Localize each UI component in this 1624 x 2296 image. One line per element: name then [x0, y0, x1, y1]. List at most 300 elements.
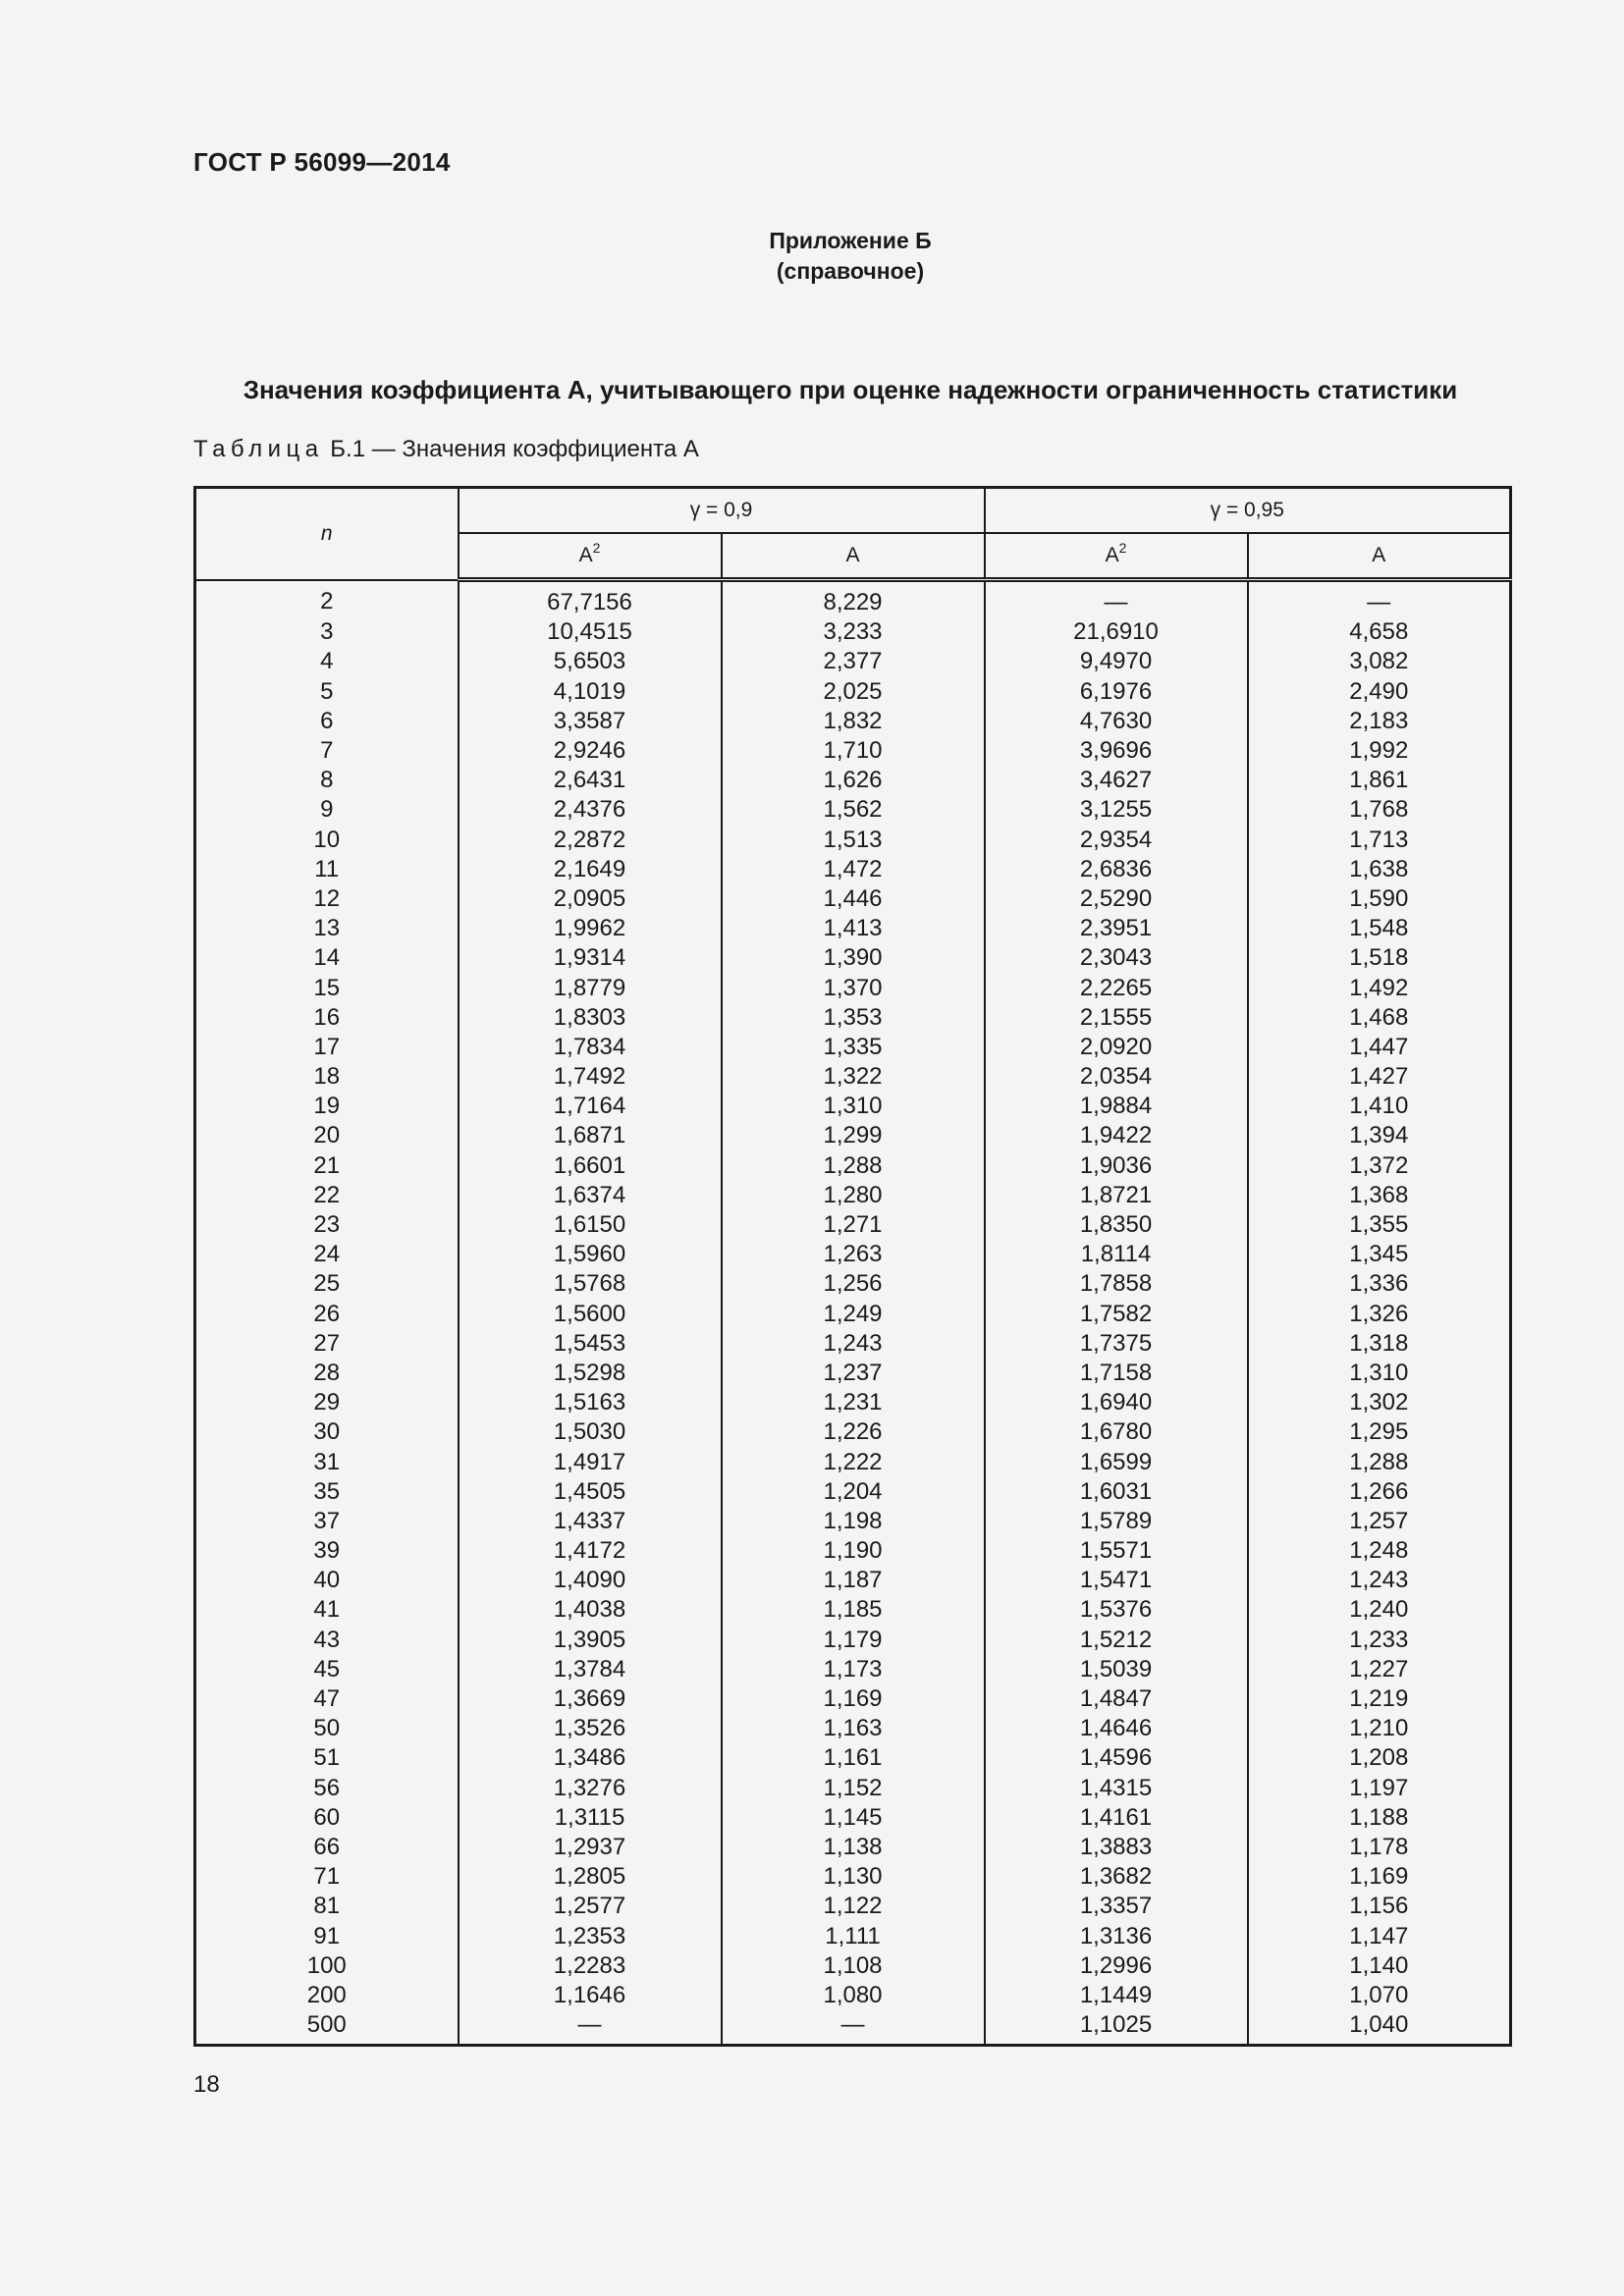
cell-a2-gamma-0-9: 2,0905: [459, 884, 722, 914]
cell-a2-gamma-0-9: 2,1649: [459, 855, 722, 884]
cell-a2-gamma-0-9: 1,7164: [459, 1092, 722, 1121]
cell-a2-gamma-0-9: 1,3486: [459, 1743, 722, 1773]
cell-a-gamma-0-95: 1,233: [1248, 1626, 1511, 1655]
header-n: n: [195, 488, 459, 580]
cell-n: 40: [195, 1566, 459, 1595]
cell-n: 47: [195, 1684, 459, 1714]
cell-a2-gamma-0-9: 1,4505: [459, 1477, 722, 1507]
cell-a2-gamma-0-95: 1,4646: [985, 1714, 1248, 1743]
cell-a-gamma-0-9: 1,832: [722, 707, 985, 736]
cell-n: 27: [195, 1329, 459, 1359]
table-row: [195, 2010, 1511, 2046]
cell-a-gamma-0-95: 1,266: [1248, 1477, 1511, 1507]
table-row: [195, 1447, 1511, 1476]
table-row: [195, 1417, 1511, 1447]
cell-n: 21: [195, 1151, 459, 1181]
cell-n: 66: [195, 1833, 459, 1862]
cell-n: 37: [195, 1507, 459, 1536]
table-row: [195, 1121, 1511, 1150]
header-a-1: A: [722, 533, 985, 580]
cell-a-gamma-0-95: 1,410: [1248, 1092, 1511, 1121]
cell-n: 45: [195, 1655, 459, 1684]
cell-a-gamma-0-9: 1,562: [722, 795, 985, 825]
cell-a-gamma-0-95: 1,169: [1248, 1862, 1511, 1892]
cell-a2-gamma-0-95: 1,6780: [985, 1417, 1248, 1447]
table-caption-text: Б.1 — Значения коэффициента А: [330, 436, 699, 462]
cell-a2-gamma-0-9: 1,5030: [459, 1417, 722, 1447]
cell-a-gamma-0-9: 1,249: [722, 1300, 985, 1329]
cell-n: 11: [195, 855, 459, 884]
table-row: [195, 1862, 1511, 1892]
cell-n: 17: [195, 1033, 459, 1062]
cell-n: 26: [195, 1300, 459, 1329]
cell-a2-gamma-0-95: 1,6940: [985, 1388, 1248, 1417]
cell-n: 6: [195, 707, 459, 736]
cell-a-gamma-0-95: 1,548: [1248, 914, 1511, 943]
cell-a-gamma-0-95: 1,492: [1248, 973, 1511, 1002]
cell-a-gamma-0-95: 1,992: [1248, 736, 1511, 766]
cell-a-gamma-0-95: 1,355: [1248, 1210, 1511, 1240]
cell-n: 22: [195, 1181, 459, 1210]
cell-a2-gamma-0-95: 1,6031: [985, 1477, 1248, 1507]
cell-a2-gamma-0-95: 1,5039: [985, 1655, 1248, 1684]
cell-a2-gamma-0-95: 1,4315: [985, 1774, 1248, 1803]
table-row: [195, 973, 1511, 1002]
cell-a2-gamma-0-9: 1,6601: [459, 1151, 722, 1181]
cell-n: 23: [195, 1210, 459, 1240]
table-row: [195, 1003, 1511, 1033]
cell-a2-gamma-0-95: 1,4161: [985, 1803, 1248, 1833]
cell-a-gamma-0-9: 1,173: [722, 1655, 985, 1684]
cell-a2-gamma-0-9: 1,5163: [459, 1388, 722, 1417]
cell-a-gamma-0-95: 1,140: [1248, 1951, 1511, 1981]
cell-a2-gamma-0-95: 1,5376: [985, 1595, 1248, 1625]
cell-a-gamma-0-95: 1,590: [1248, 884, 1511, 914]
cell-a2-gamma-0-9: 1,4038: [459, 1595, 722, 1625]
table-row: [195, 826, 1511, 855]
cell-a-gamma-0-95: 1,861: [1248, 766, 1511, 795]
cell-a-gamma-0-9: 1,080: [722, 1981, 985, 2010]
table-row: [195, 1626, 1511, 1655]
cell-n: 41: [195, 1595, 459, 1625]
cell-a2-gamma-0-9: 1,6374: [459, 1181, 722, 1210]
cell-a-gamma-0-9: 1,145: [722, 1803, 985, 1833]
cell-a2-gamma-0-95: 6,1976: [985, 677, 1248, 707]
table-row: [195, 1062, 1511, 1092]
table-row: [195, 1833, 1511, 1862]
table-row: [195, 1981, 1511, 2010]
table-row: [195, 617, 1511, 647]
table-row: [195, 677, 1511, 707]
cell-a-gamma-0-9: 1,226: [722, 1417, 985, 1447]
cell-a2-gamma-0-95: 1,1025: [985, 2010, 1248, 2046]
cell-n: 3: [195, 617, 459, 647]
cell-a-gamma-0-95: 1,257: [1248, 1507, 1511, 1536]
cell-a2-gamma-0-95: 2,0354: [985, 1062, 1248, 1092]
cell-a2-gamma-0-9: 1,6871: [459, 1121, 722, 1150]
cell-a-gamma-0-9: 1,256: [722, 1269, 985, 1299]
cell-a2-gamma-0-9: 1,3276: [459, 1774, 722, 1803]
cell-n: 50: [195, 1714, 459, 1743]
cell-n: 19: [195, 1092, 459, 1121]
table-row: [195, 1655, 1511, 1684]
cell-a2-gamma-0-95: 21,6910: [985, 617, 1248, 647]
table-row: [195, 1507, 1511, 1536]
section-title: Значения коэффициента А, учитывающего при оценке надежности ограниченность статистики: [243, 375, 1458, 404]
cell-a2-gamma-0-95: 1,5789: [985, 1507, 1248, 1536]
cell-a-gamma-0-9: 1,280: [722, 1181, 985, 1210]
table-row: [195, 1388, 1511, 1417]
table-row: [195, 1269, 1511, 1299]
table-row: [195, 1684, 1511, 1714]
cell-a2-gamma-0-9: 1,3784: [459, 1655, 722, 1684]
cell-a2-gamma-0-9: 4,1019: [459, 677, 722, 707]
table-row: [195, 580, 1511, 618]
table-row: [195, 1921, 1511, 1950]
cell-a2-gamma-0-9: 1,8303: [459, 1003, 722, 1033]
cell-a2-gamma-0-95: 3,9696: [985, 736, 1248, 766]
cell-a-gamma-0-9: 1,626: [722, 766, 985, 795]
cell-a-gamma-0-95: 1,219: [1248, 1684, 1511, 1714]
cell-n: 9: [195, 795, 459, 825]
cell-n: 100: [195, 1951, 459, 1981]
cell-n: 20: [195, 1121, 459, 1150]
cell-a2-gamma-0-95: 1,7858: [985, 1269, 1248, 1299]
cell-a-gamma-0-95: 1,210: [1248, 1714, 1511, 1743]
cell-a2-gamma-0-95: 1,3357: [985, 1892, 1248, 1921]
cell-a2-gamma-0-9: 1,3115: [459, 1803, 722, 1833]
cell-a2-gamma-0-95: 2,6836: [985, 855, 1248, 884]
cell-a2-gamma-0-95: 4,7630: [985, 707, 1248, 736]
cell-a2-gamma-0-9: 1,1646: [459, 1981, 722, 2010]
table-row: [195, 1151, 1511, 1181]
cell-a-gamma-0-9: 1,353: [722, 1003, 985, 1033]
table-row: [195, 707, 1511, 736]
cell-a-gamma-0-9: 1,163: [722, 1714, 985, 1743]
appendix-subtitle: (справочное): [776, 258, 925, 284]
cell-n: 39: [195, 1536, 459, 1566]
cell-n: 56: [195, 1774, 459, 1803]
header-a-2: A: [1248, 533, 1511, 580]
cell-a2-gamma-0-95: 2,3951: [985, 914, 1248, 943]
cell-a-gamma-0-9: 1,390: [722, 943, 985, 973]
table-row: [195, 1595, 1511, 1625]
table-row: [195, 1092, 1511, 1121]
cell-a-gamma-0-95: 1,372: [1248, 1151, 1511, 1181]
cell-a2-gamma-0-9: 1,6150: [459, 1210, 722, 1240]
cell-a2-gamma-0-95: 1,2996: [985, 1951, 1248, 1981]
cell-n: 18: [195, 1062, 459, 1092]
table-row: [195, 1300, 1511, 1329]
cell-a-gamma-0-9: 1,169: [722, 1684, 985, 1714]
cell-n: 7: [195, 736, 459, 766]
cell-a-gamma-0-95: 1,368: [1248, 1181, 1511, 1210]
cell-a2-gamma-0-95: 1,7158: [985, 1359, 1248, 1388]
cell-a2-gamma-0-95: 1,8350: [985, 1210, 1248, 1240]
cell-a2-gamma-0-9: —: [459, 2010, 722, 2046]
cell-a-gamma-0-95: 1,336: [1248, 1269, 1511, 1299]
cell-a-gamma-0-95: 1,178: [1248, 1833, 1511, 1862]
cell-a-gamma-0-95: 1,188: [1248, 1803, 1511, 1833]
cell-a-gamma-0-9: —: [722, 2010, 985, 2046]
cell-n: 10: [195, 826, 459, 855]
cell-a-gamma-0-9: 1,322: [722, 1062, 985, 1092]
cell-a2-gamma-0-9: 1,2283: [459, 1951, 722, 1981]
cell-n: 31: [195, 1447, 459, 1476]
appendix-title: Приложение Б: [769, 228, 932, 253]
cell-a2-gamma-0-9: 1,5600: [459, 1300, 722, 1329]
table-row: [195, 736, 1511, 766]
cell-n: 4: [195, 647, 459, 676]
cell-a-gamma-0-95: 1,326: [1248, 1300, 1511, 1329]
cell-a2-gamma-0-9: 1,5768: [459, 1269, 722, 1299]
cell-a-gamma-0-95: 1,518: [1248, 943, 1511, 973]
cell-a2-gamma-0-95: 1,9422: [985, 1121, 1248, 1150]
cell-a2-gamma-0-95: 2,2265: [985, 973, 1248, 1002]
table-row: [195, 1714, 1511, 1743]
cell-a2-gamma-0-95: 3,4627: [985, 766, 1248, 795]
table-row: [195, 884, 1511, 914]
cell-a-gamma-0-95: 1,243: [1248, 1566, 1511, 1595]
cell-n: 500: [195, 2010, 459, 2046]
table-row: [195, 1240, 1511, 1269]
cell-a2-gamma-0-9: 1,5453: [459, 1329, 722, 1359]
cell-a2-gamma-0-95: 1,8721: [985, 1181, 1248, 1210]
cell-a2-gamma-0-9: 1,7492: [459, 1062, 722, 1092]
cell-a-gamma-0-9: 1,222: [722, 1447, 985, 1476]
cell-a2-gamma-0-95: 1,9884: [985, 1092, 1248, 1121]
cell-a-gamma-0-95: 1,345: [1248, 1240, 1511, 1269]
cell-a2-gamma-0-9: 2,4376: [459, 795, 722, 825]
cell-a2-gamma-0-9: 1,8779: [459, 973, 722, 1002]
cell-a2-gamma-0-9: 1,2353: [459, 1921, 722, 1950]
cell-n: 15: [195, 973, 459, 1002]
cell-a-gamma-0-9: 8,229: [722, 580, 985, 618]
cell-a2-gamma-0-95: 2,9354: [985, 826, 1248, 855]
cell-n: 8: [195, 766, 459, 795]
table-row: [195, 1329, 1511, 1359]
cell-a-gamma-0-9: 1,710: [722, 736, 985, 766]
cell-a-gamma-0-9: 1,122: [722, 1892, 985, 1921]
table-row: [195, 855, 1511, 884]
cell-a-gamma-0-95: 3,082: [1248, 647, 1511, 676]
cell-n: 35: [195, 1477, 459, 1507]
cell-a2-gamma-0-9: 10,4515: [459, 617, 722, 647]
cell-a2-gamma-0-9: 1,5960: [459, 1240, 722, 1269]
cell-n: 29: [195, 1388, 459, 1417]
cell-a-gamma-0-9: 1,243: [722, 1329, 985, 1359]
cell-a2-gamma-0-95: 1,8114: [985, 1240, 1248, 1269]
cell-n: 71: [195, 1862, 459, 1892]
cell-a-gamma-0-95: 1,240: [1248, 1595, 1511, 1625]
cell-a-gamma-0-95: 1,197: [1248, 1774, 1511, 1803]
cell-n: 5: [195, 677, 459, 707]
cell-a-gamma-0-95: 1,070: [1248, 1981, 1511, 2010]
table-row: [195, 1536, 1511, 1566]
cell-a2-gamma-0-9: 1,3526: [459, 1714, 722, 1743]
table-row: [195, 1743, 1511, 1773]
table-caption-prefix: Таблица: [193, 436, 324, 462]
cell-a-gamma-0-95: 1,295: [1248, 1417, 1511, 1447]
cell-a-gamma-0-9: 1,310: [722, 1092, 985, 1121]
cell-a-gamma-0-95: 1,248: [1248, 1536, 1511, 1566]
cell-n: 25: [195, 1269, 459, 1299]
cell-n: 16: [195, 1003, 459, 1033]
cell-a2-gamma-0-95: 1,7375: [985, 1329, 1248, 1359]
cell-a-gamma-0-9: 1,299: [722, 1121, 985, 1150]
cell-a-gamma-0-9: 1,513: [722, 826, 985, 855]
cell-a-gamma-0-9: 1,271: [722, 1210, 985, 1240]
cell-a-gamma-0-9: 1,187: [722, 1566, 985, 1595]
cell-a2-gamma-0-95: 9,4970: [985, 647, 1248, 676]
cell-a-gamma-0-95: 4,658: [1248, 617, 1511, 647]
cell-a2-gamma-0-95: 1,6599: [985, 1447, 1248, 1476]
cell-a-gamma-0-9: 1,413: [722, 914, 985, 943]
header-a-squared-1: $A^2$: [459, 533, 722, 580]
cell-a-gamma-0-9: 1,179: [722, 1626, 985, 1655]
cell-n: 30: [195, 1417, 459, 1447]
cell-a-gamma-0-9: 1,231: [722, 1388, 985, 1417]
cell-a-gamma-0-9: 1,185: [722, 1595, 985, 1625]
cell-a-gamma-0-95: —: [1248, 580, 1511, 618]
appendix-heading: [0, 226, 1624, 287]
table-row: [195, 647, 1511, 676]
cell-a-gamma-0-95: 1,468: [1248, 1003, 1511, 1033]
cell-a2-gamma-0-95: 1,5571: [985, 1536, 1248, 1566]
cell-a2-gamma-0-95: 2,3043: [985, 943, 1248, 973]
cell-a-gamma-0-95: 1,768: [1248, 795, 1511, 825]
cell-a2-gamma-0-9: 2,6431: [459, 766, 722, 795]
cell-a-gamma-0-9: 1,161: [722, 1743, 985, 1773]
cell-a2-gamma-0-95: 2,1555: [985, 1003, 1248, 1033]
cell-a-gamma-0-9: 1,446: [722, 884, 985, 914]
cell-a2-gamma-0-95: 1,3136: [985, 1921, 1248, 1950]
cell-a2-gamma-0-95: 1,4596: [985, 1743, 1248, 1773]
table-row: [195, 795, 1511, 825]
table-caption: [193, 436, 699, 463]
cell-a2-gamma-0-9: 1,3669: [459, 1684, 722, 1714]
header-gamma-0-95: γ = 0,95: [985, 488, 1511, 534]
cell-a-gamma-0-95: 1,227: [1248, 1655, 1511, 1684]
cell-a2-gamma-0-95: 1,3682: [985, 1862, 1248, 1892]
cell-a2-gamma-0-95: 1,5471: [985, 1566, 1248, 1595]
table-row: [195, 1477, 1511, 1507]
cell-a-gamma-0-95: 1,156: [1248, 1892, 1511, 1921]
cell-n: 12: [195, 884, 459, 914]
table-row: [195, 914, 1511, 943]
table-row: [195, 1566, 1511, 1595]
cell-a-gamma-0-9: 1,472: [722, 855, 985, 884]
cell-a2-gamma-0-9: 1,2937: [459, 1833, 722, 1862]
cell-a-gamma-0-95: 1,288: [1248, 1447, 1511, 1476]
cell-a2-gamma-0-9: 1,3905: [459, 1626, 722, 1655]
cell-a-gamma-0-95: 1,147: [1248, 1921, 1511, 1950]
page-number: 18: [193, 2071, 220, 2098]
cell-a-gamma-0-9: 1,152: [722, 1774, 985, 1803]
table-row: [195, 1181, 1511, 1210]
cell-a-gamma-0-95: 2,183: [1248, 707, 1511, 736]
cell-a2-gamma-0-95: 1,1449: [985, 1981, 1248, 2010]
table-row: [195, 943, 1511, 973]
cell-a2-gamma-0-95: 1,7582: [985, 1300, 1248, 1329]
cell-n: 14: [195, 943, 459, 973]
cell-a-gamma-0-95: 1,394: [1248, 1121, 1511, 1150]
cell-a2-gamma-0-9: 1,9314: [459, 943, 722, 973]
cell-a-gamma-0-9: 1,130: [722, 1862, 985, 1892]
cell-a2-gamma-0-95: 2,5290: [985, 884, 1248, 914]
cell-a2-gamma-0-9: 1,9962: [459, 914, 722, 943]
table-body: [195, 580, 1511, 2046]
cell-a-gamma-0-9: 3,233: [722, 617, 985, 647]
cell-a-gamma-0-9: 1,198: [722, 1507, 985, 1536]
cell-a-gamma-0-95: 1,302: [1248, 1388, 1511, 1417]
cell-a2-gamma-0-9: 1,4172: [459, 1536, 722, 1566]
cell-a-gamma-0-9: 1,237: [722, 1359, 985, 1388]
cell-a-gamma-0-9: 2,377: [722, 647, 985, 676]
cell-a2-gamma-0-9: 1,7834: [459, 1033, 722, 1062]
header-gamma-0-9: γ = 0,9: [459, 488, 985, 534]
header-a-squared-2: $A^2$: [985, 533, 1248, 580]
cell-a2-gamma-0-95: 1,3883: [985, 1833, 1248, 1862]
cell-a2-gamma-0-9: 5,6503: [459, 647, 722, 676]
cell-a2-gamma-0-95: 2,0920: [985, 1033, 1248, 1062]
cell-n: 2: [195, 580, 459, 618]
cell-a-gamma-0-9: 1,335: [722, 1033, 985, 1062]
cell-a-gamma-0-95: 1,447: [1248, 1033, 1511, 1062]
table-row: [195, 766, 1511, 795]
cell-n: 13: [195, 914, 459, 943]
cell-n: 51: [195, 1743, 459, 1773]
cell-a2-gamma-0-9: 1,5298: [459, 1359, 722, 1388]
cell-a-gamma-0-9: 1,288: [722, 1151, 985, 1181]
cell-a-gamma-0-9: 1,111: [722, 1921, 985, 1950]
cell-a-gamma-0-9: 1,190: [722, 1536, 985, 1566]
cell-a-gamma-0-95: 2,490: [1248, 677, 1511, 707]
cell-a-gamma-0-9: 2,025: [722, 677, 985, 707]
cell-a2-gamma-0-9: 2,2872: [459, 826, 722, 855]
cell-a2-gamma-0-9: 67,7156: [459, 580, 722, 618]
cell-a-gamma-0-9: 1,108: [722, 1951, 985, 1981]
cell-a2-gamma-0-9: 1,2805: [459, 1862, 722, 1892]
cell-a2-gamma-0-95: —: [985, 580, 1248, 618]
cell-n: 81: [195, 1892, 459, 1921]
cell-a2-gamma-0-9: 1,2577: [459, 1892, 722, 1921]
table-row: [195, 1892, 1511, 1921]
cell-n: 91: [195, 1921, 459, 1950]
cell-a2-gamma-0-9: 1,4337: [459, 1507, 722, 1536]
cell-n: 24: [195, 1240, 459, 1269]
table-row: [195, 1803, 1511, 1833]
cell-a2-gamma-0-95: 1,5212: [985, 1626, 1248, 1655]
cell-a2-gamma-0-9: 1,4090: [459, 1566, 722, 1595]
cell-a-gamma-0-9: 1,263: [722, 1240, 985, 1269]
cell-n: 200: [195, 1981, 459, 2010]
cell-a-gamma-0-95: 1,638: [1248, 855, 1511, 884]
cell-a-gamma-0-9: 1,370: [722, 973, 985, 1002]
cell-a-gamma-0-95: 1,040: [1248, 2010, 1511, 2046]
standard-code: ГОСТ Р 56099—2014: [193, 147, 451, 177]
cell-a-gamma-0-9: 1,138: [722, 1833, 985, 1862]
cell-a2-gamma-0-95: 1,9036: [985, 1151, 1248, 1181]
cell-n: 60: [195, 1803, 459, 1833]
cell-n: 28: [195, 1359, 459, 1388]
table-row: [195, 1210, 1511, 1240]
table-row: [195, 1359, 1511, 1388]
cell-a-gamma-0-95: 1,310: [1248, 1359, 1511, 1388]
cell-a2-gamma-0-9: 1,4917: [459, 1447, 722, 1476]
cell-a2-gamma-0-95: 3,1255: [985, 795, 1248, 825]
cell-a2-gamma-0-9: 2,9246: [459, 736, 722, 766]
